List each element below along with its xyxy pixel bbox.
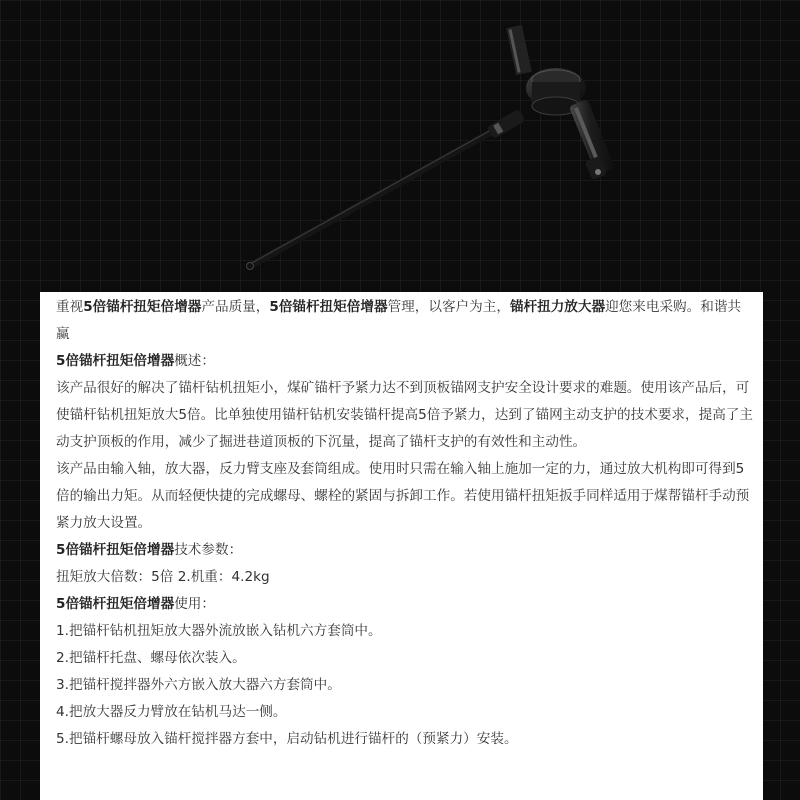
intro-paragraph bbox=[56, 294, 753, 348]
heading-bold: 5倍锚杆扭矩倍增器 bbox=[56, 542, 175, 558]
usage-step: 3.把锚杆搅拌器外六方嵌入放大器六方套筒中。 bbox=[56, 677, 341, 693]
overview-heading bbox=[56, 348, 753, 375]
overview-paragraph-1: 该产品很好的解决了锚杆钻机扭矩小，煤矿锚杆予紧力达不到顶板锚网支护安全设计要求的难题。使用该产品后，可使锚杆钻机扭矩放大5倍。比单独使用锚杆钻机安装锚杆提高5倍予紧力，达到了锚网主动支护的技术要求，提高了主动支护顶板的作用，减少了掘进巷道顶板的下沉量，提高了锚杆支护的有效性和主动性。 bbox=[56, 380, 753, 450]
heading-text: 技术参数： bbox=[174, 542, 243, 558]
product-name-bold: 5倍锚杆扭矩倍增器 bbox=[83, 299, 202, 315]
heading-text: 使用： bbox=[174, 596, 215, 612]
usage-step: 4.把放大器反力臂放在钻机马达一侧。 bbox=[56, 704, 287, 720]
usage-heading bbox=[56, 591, 753, 618]
heading-text: 概述： bbox=[174, 353, 215, 369]
description-panel bbox=[40, 292, 763, 800]
intro-text: 重视 bbox=[56, 299, 84, 315]
usage-step: 2.把锚杆托盘、螺母依次装入。 bbox=[56, 650, 246, 666]
specs-heading bbox=[56, 537, 753, 564]
keyword-bold: 锚杆扭力放大器 bbox=[509, 299, 606, 315]
heading-bold: 5倍锚杆扭矩倍增器 bbox=[56, 596, 175, 612]
specs-line: 扭矩放大倍数：5倍 2.机重：4.2kg bbox=[56, 569, 270, 585]
product-image-area bbox=[0, 0, 800, 292]
intro-text: 产品质量， bbox=[201, 299, 270, 315]
product-name-bold: 5倍锚杆扭矩倍增器 bbox=[269, 299, 388, 315]
intro-text: 迎您来电采购。和谐共赢 bbox=[56, 299, 742, 342]
heading-bold: 5倍锚杆扭矩倍增器 bbox=[56, 353, 175, 369]
overview-paragraph-2: 该产品由输入轴，放大器，反力臂支座及套筒组成。使用时只需在输入轴上施加一定的力，通过放大机构即可得到5倍的输出力矩。从而轻便快捷的完成螺母、螺栓的紧固与拆卸工作。若使用锚杆扭矩扳手同样适用于煤帮锚杆手动预紧力放大设置。 bbox=[56, 461, 750, 531]
usage-step: 5.把锚杆螺母放入锚杆搅拌器方套中，启动钻机进行锚杆的（预紧力）安装。 bbox=[56, 731, 518, 747]
intro-text: 管理，以客户为主， bbox=[387, 299, 510, 315]
usage-step: 1.把锚杆钻机扭矩放大器外流放嵌入钻机六方套筒中。 bbox=[56, 623, 382, 639]
torque-multiplier-product-image bbox=[0, 0, 800, 292]
